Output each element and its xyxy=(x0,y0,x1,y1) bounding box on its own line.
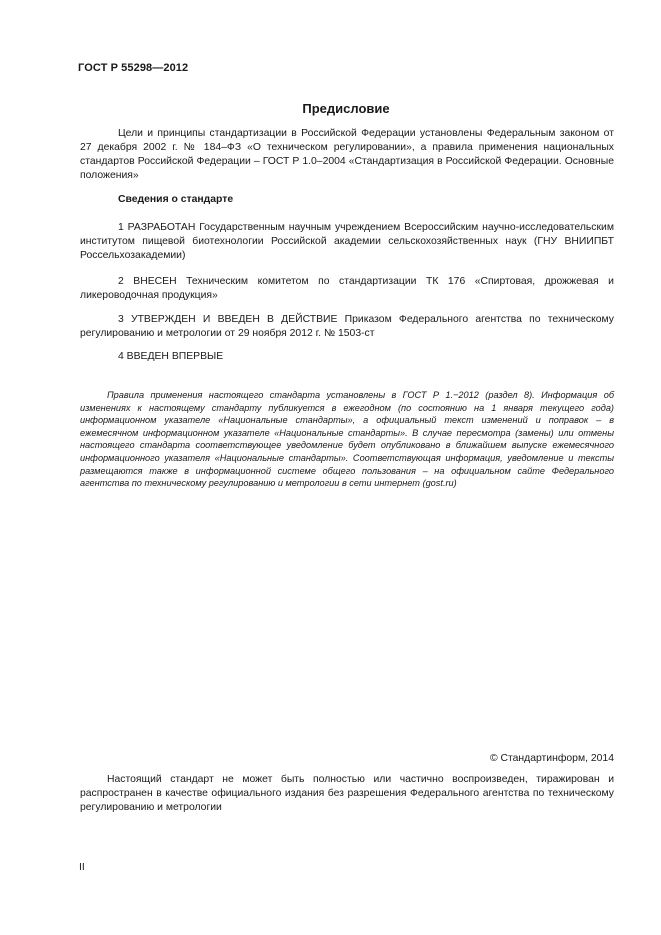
info-item-2: 2 ВНЕСЕН Техническим комитетом по стандартизации ТК 176 «Спиртовая, дрожжевая и ликероводочная продукция» xyxy=(80,276,614,301)
info-item-3: 3 УТВЕРЖДЕН И ВВЕДЕН В ДЕЙСТВИЕ Приказом Федерального агентства по техническому регулированию и метрологии от 29 ноября 2012 г. № 1503-ст xyxy=(80,314,614,339)
page-title: Предисловие xyxy=(302,101,390,116)
usage-note: Правила применения настоящего стандарта установлены в ГОСТ Р 1.−2012 (раздел 8). Информация об изменениях к настоящему стандарту публикуется в ежегодном (по состоянию на 1 января текущего года) информационном указателе «Национальные стандарты», а официальный текст изменений и поправок – в ежемесячном информационном указателе «Национальные стандарты». В случае пересмотра (замены) или отмены настоящего стандарта соответствующее уведомление будет опубликовано в ближайшем выпуске ежемесячного информационного указателя «Национальные стандарты». Соответствующая информация, уведомление и тексты размещаются также в информационной системе общего пользования – на официальном сайте Федерального агентства по техническому регулированию и метрологии в сети интернет (gost.ru) xyxy=(80,390,614,489)
page-number: II xyxy=(79,862,85,873)
intro-paragraph: Цели и принципы стандартизации в Российской Федерации установлены Федеральным законом от 27 декабря 2002 г. № 184–ФЗ «О техническом регулировании», а правила применения национальных стандартов Российской Федерации – ГОСТ Р 1.0–2004 «Стандартизация в Российской Федерации. Основные положения» xyxy=(80,128,614,181)
document-id: ГОСТ Р 55298—2012 xyxy=(78,62,189,74)
reproduction-notice: Настоящий стандарт не может быть полностью или частично воспроизведен, тиражирован и распространен в качестве официального издания без разрешения Федерального агентства по техническому регулированию и метрологии xyxy=(80,774,614,813)
copyright-line: © Стандартинформ, 2014 xyxy=(489,753,614,764)
info-item-4: 4 ВВЕДЕН ВПЕРВЫЕ xyxy=(118,351,224,362)
info-item-1: 1 РАЗРАБОТАН Государственным научным учреждением Всероссийским научно-исследовательским институтом пищевой биотехнологии Российской академии сельскохозяйственных наук (ГНУ ВНИИПБТ Россельхозакадемии) xyxy=(80,222,614,261)
section-subheading: Сведения о стандарте xyxy=(118,194,234,205)
